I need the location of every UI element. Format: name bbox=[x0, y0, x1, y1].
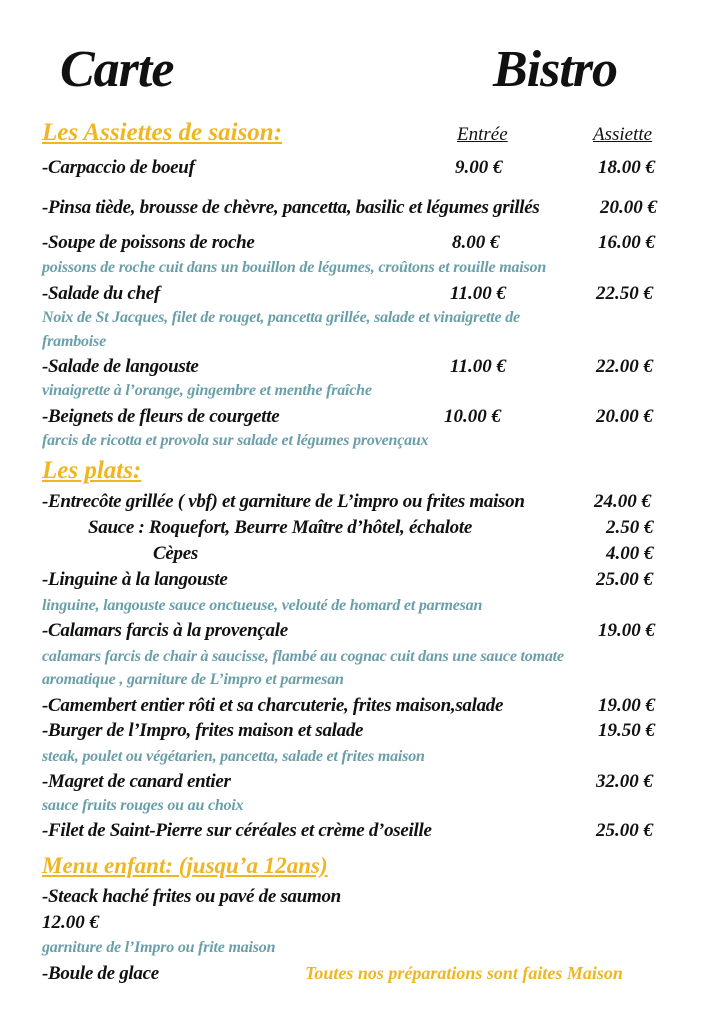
menu-item: -Linguine à la langouste bbox=[42, 569, 228, 590]
item-description: aromatique , garniture de L’impro et parmesan bbox=[42, 671, 344, 688]
price: 19.00 € bbox=[598, 695, 655, 716]
column-entree: Entrée bbox=[457, 124, 508, 145]
price: 2.50 € bbox=[606, 517, 654, 538]
menu-item: -Camembert entier rôti et sa charcuterie, frites maison,salade bbox=[42, 695, 504, 716]
menu-item-sauce: Sauce : Roquefort, Beurre Maître d’hôtel, échalote bbox=[88, 517, 472, 538]
menu-item: -Burger de l’Impro, frites maison et salade bbox=[42, 720, 364, 741]
price-assiette: 18.00 € bbox=[598, 157, 655, 178]
menu-item: -Steack haché frites ou pavé de saumon bbox=[42, 886, 341, 907]
price: 25.00 € bbox=[596, 820, 653, 841]
price: 19.00 € bbox=[598, 620, 655, 641]
price-assiette: 16.00 € bbox=[598, 232, 655, 253]
menu-item: -Salade de langouste bbox=[42, 356, 199, 377]
section-starters-title: Les Assiettes de saison: bbox=[42, 119, 283, 146]
section-kids-title: Menu enfant: (jusqu’a 12ans) bbox=[42, 853, 328, 878]
price: 19.50 € bbox=[598, 720, 655, 741]
item-description: linguine, langouste sauce onctueuse, velouté de homard et parmesan bbox=[42, 597, 483, 614]
section-mains-title: Les plats: bbox=[42, 457, 142, 484]
menu-item: -Salade du chef bbox=[42, 283, 160, 304]
price: 32.00 € bbox=[596, 771, 653, 792]
price-assiette: 20.00 € bbox=[600, 197, 657, 218]
item-description: sauce fruits rouges ou au choix bbox=[42, 797, 244, 814]
price-entree: 11.00 € bbox=[450, 356, 506, 377]
item-description: garniture de l’Impro ou frite maison bbox=[42, 939, 276, 956]
price-entree: 8.00 € bbox=[452, 232, 500, 253]
item-description: calamars farcis de chair à saucisse, flambé au cognac cuit dans une sauce tomate bbox=[42, 648, 564, 665]
menu-item: -Carpaccio de boeuf bbox=[42, 157, 195, 178]
item-description: vinaigrette à l’orange, gingembre et menthe fraîche bbox=[42, 382, 372, 399]
price-assiette: 22.50 € bbox=[596, 283, 653, 304]
menu-item-sauce: Cèpes bbox=[153, 543, 198, 564]
price: 4.00 € bbox=[606, 543, 654, 564]
column-assiette: Assiette bbox=[593, 124, 653, 145]
price: 12.00 € bbox=[42, 912, 99, 933]
menu-item: -Pinsa tiède, brousse de chèvre, pancetta, basilic et légumes grillés bbox=[42, 197, 540, 218]
menu-item: -Boule de glace bbox=[42, 963, 159, 984]
footer-note: Toutes nos préparations sont faites Maison bbox=[305, 963, 623, 983]
price-entree: 10.00 € bbox=[444, 406, 501, 427]
menu-item: -Soupe de poissons de roche bbox=[42, 232, 255, 253]
item-description: framboise bbox=[42, 333, 106, 350]
menu-item: -Beignets de fleurs de courgette bbox=[42, 406, 280, 427]
menu-item: -Entrecôte grillée ( vbf) et garniture de L’impro ou frites maison bbox=[42, 491, 525, 512]
item-description: Noix de St Jacques, filet de rouget, pancetta grillée, salade et vinaigrette de bbox=[42, 309, 520, 326]
item-description: poissons de roche cuit dans un bouillon de légumes, croûtons et rouille maison bbox=[42, 259, 547, 276]
title-bistro: Bistro bbox=[493, 41, 618, 98]
price-assiette: 20.00 € bbox=[596, 406, 653, 427]
item-description: steak, poulet ou végétarien, pancetta, salade et frites maison bbox=[42, 748, 425, 765]
title-carte: Carte bbox=[60, 41, 174, 98]
price-assiette: 22.00 € bbox=[596, 356, 653, 377]
price: 25.00 € bbox=[596, 569, 653, 590]
menu-item: -Calamars farcis à la provençale bbox=[42, 620, 288, 641]
menu-item: -Magret de canard entier bbox=[42, 771, 231, 792]
price-entree: 9.00 € bbox=[455, 157, 503, 178]
item-description: farcis de ricotta et provola sur salade et légumes provençaux bbox=[42, 432, 429, 449]
menu-item: -Filet de Saint-Pierre sur céréales et crème d’oseille bbox=[42, 820, 432, 841]
price: 24.00 € bbox=[594, 491, 651, 512]
price-entree: 11.00 € bbox=[450, 283, 506, 304]
